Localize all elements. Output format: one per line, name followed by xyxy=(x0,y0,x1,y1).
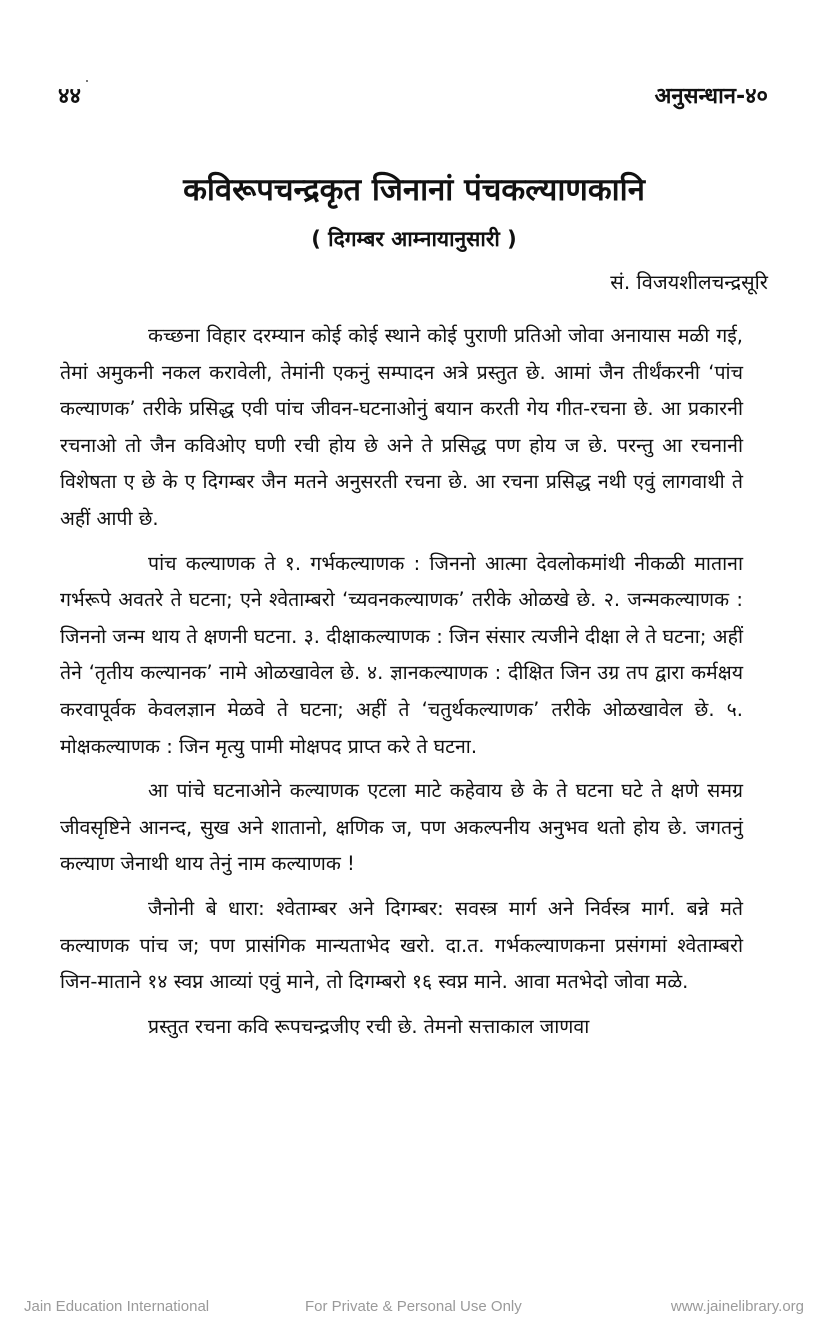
paragraph: प्रस्तुत रचना कवि रूपचन्द्रजीए रची छे. तेमनो सत्ताकाल जाणवा xyxy=(148,1014,590,1038)
page-number: ४४ xyxy=(58,84,81,109)
scan-speck xyxy=(86,80,88,82)
article-subtitle: ( दिगम्बर आम्नायानुसारी ) xyxy=(311,227,517,251)
paragraph: कच्छना विहार दरम्यान कोई कोई स्थाने कोई पुराणी प्रतिओ जोवा अनायास मळी गई, तेमां अमुकनी नकल करावेली, तेमांनी एकनुं सम्पादन अत्रे प्रस्तुत छे. आमां जैन तीर्थंकरनी ‘पांच कल्याणक’ तरीके प्रसिद्ध एवी पांच जीवन-घटनाओनुं बयान करती गेय गीत-रचना छे. आ प्रकारनी रचनाओ तो जैन कविओए घणी रची होय छे अने ते प्रसिद्ध पण होय ज छे. परन्तु आ रचनानी विशेषता ए छे के ए दिगम्बर जैन मतने अनुसरती रचना छे. आ रचना प्रसिद्ध नथी एवुं लागवाथी ते अहीं आपी छे. xyxy=(60,324,743,530)
footer-usage-note: For Private & Personal Use Only xyxy=(305,1298,522,1315)
editor-credit: सं. विजयशीलचन्द्रसूरि xyxy=(610,270,768,294)
running-head: अनुसन्धान-४० xyxy=(654,84,768,109)
paragraph: आ पांचे घटनाओने कल्याणक एटला माटे कहेवाय छे के ते घटना घटे ते क्षणे समग्र जीवसृष्टिने आनन्द, सुख अने शातानो, क्षणिक ज, पण अकल्पनीय अनुभव थतो होय छे. जगतनुं कल्याण जेनाथी थाय तेनुं नाम कल्याणक ! xyxy=(60,779,743,876)
footer-website-link[interactable]: www.jainelibrary.org xyxy=(670,1298,804,1315)
footer-publisher: Jain Education International xyxy=(24,1298,210,1315)
article-title: कविरूपचन्द्रकृत जिनानां पंचकल्याणकानि xyxy=(183,172,645,208)
paragraph: पांच कल्याणक ते १. गर्भकल्याणक : जिननो आत्मा देवलोकमांथी नीकळी माताना गर्भरूपे अवतरे ते घटना; एने श्वेताम्बरो ‘च्यवनकल्याणक’ तरीके ओळखे छे. २. जन्मकल्याणक : जिननो जन्म थाय ते क्षणनी घटना. ३. दीक्षाकल्याणक : जिन संसार त्यजीने दीक्षा ले ते घटना; अहीं तेने ‘तृतीय कल्यानक’ नामे ओळखावेल छे. ४. ज्ञानकल्याणक : दीक्षित जिन उग्र तप द्वारा कर्मक्षय करवापूर्वक केवलज्ञान मेळवे ते घटना; अहीं ते ‘चतुर्थकल्याणक’ तरीके ओळखावेल छे. ५. मोक्षकल्याणक : जिन मृत्यु पामी मोक्षपद प्राप्त करे ते घटना. xyxy=(60,551,743,758)
paragraph: जैनोनी बे धारा: श्वेताम्बर अने दिगम्बर: सवस्त्र मार्ग अने निर्वस्त्र मार्ग. बन्ने मते कल्याणक पांच ज; पण प्रासंगिक मान्यताभेद खरो. दा.त. गर्भकल्याणकना प्रसंगमां श्वेताम्बरो जिन-माताने १४ स्वप्न आव्यां एवुं माने, तो दिगम्बरो १६ स्वप्न माने. आवा मतभेदो जोवा मळे. xyxy=(60,896,743,994)
article-body xyxy=(60,318,743,1053)
